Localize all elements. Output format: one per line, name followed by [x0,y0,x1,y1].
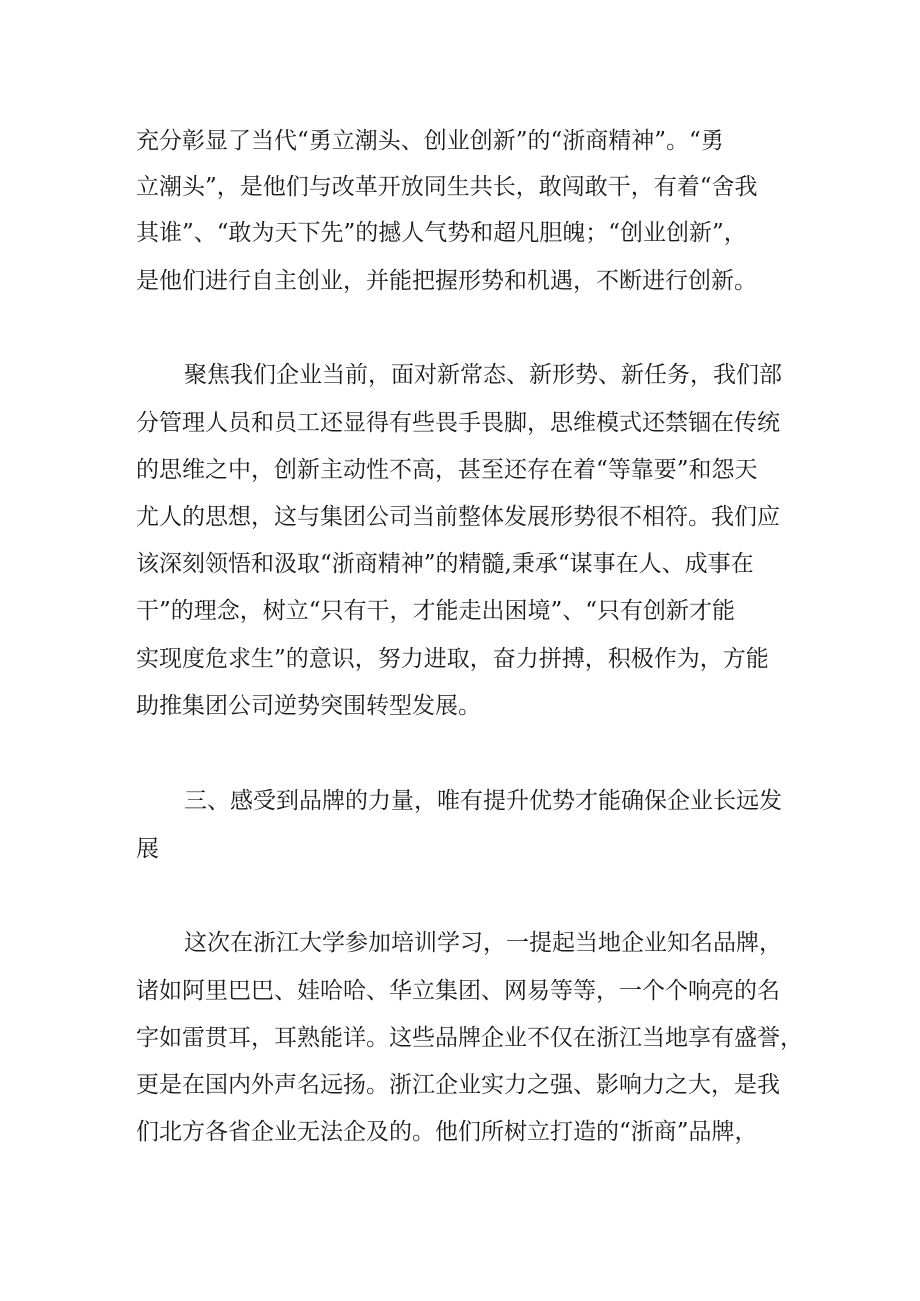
section-heading-line-1: 三、感受到品牌的力量，唯有提升优势才能确保企业长远发 [184,788,782,814]
paragraph-1-line-3: 其谁”、“敢为天下先”的撼人气势和超凡胆魄；“创业创新”， [136,220,747,246]
paragraph-3-line-4: 更是在国内外声名远扬。浙江企业实力之强、影响力之大，是我 [136,1072,780,1098]
section-heading-line-2: 展 [136,836,159,862]
paragraph-1-line-4: 是他们进行自主创业，并能把握形势和机遇，不断进行创新。 [136,268,757,294]
paragraph-2-line-7: 实现度危求生”的意识，努力进取，奋力拼搏，积极作为，方能 [136,646,769,672]
paragraph-2-line-6: 干”的理念，树立“只有干，才能走出困境”、“只有创新才能 [136,598,736,624]
paragraph-3-line-3: 字如雷贯耳，耳熟能详。这些品牌企业不仅在浙江当地享有盛誉， [136,1025,803,1051]
paragraph-2-line-3: 的思维之中，创新主动性不高，甚至还存在着“等靠要”和怨天 [136,457,758,483]
paragraph-2-line-8: 助推集团公司逆势突围转型发展。 [136,693,481,719]
paragraph-2-line-2: 分管理人员和员工还显得有些畏手畏脚，思维模式还禁锢在传统 [136,410,780,436]
paragraph-1-line-2: 立潮头”，是他们与改革开放同生共长，敢闯敢干，有着“舍我 [136,174,758,200]
paragraph-2-line-1: 聚焦我们企业当前，面对新常态、新形势、新任务，我们部 [184,362,782,388]
paragraph-3-line-1: 这次在浙江大学参加培训学习，一提起当地企业知名品牌， [184,930,782,956]
paragraph-1-line-1: 充分彰显了当代“勇立潮头、创业创新”的“浙商精神”。“勇 [136,128,724,154]
paragraph-3-line-5: 们北方各省企业无法企及的。他们所树立打造的“浙商”品牌， [136,1119,758,1145]
paragraph-2-line-5: 该深刻领悟和汲取“浙商精神”的精髓,秉承“谋事在人、成事在 [136,551,754,577]
paragraph-3-line-2: 诸如阿里巴巴、娃哈哈、华立集团、网易等等，一个个响亮的名 [136,978,780,1004]
paragraph-2-line-4: 尤人的思想，这与集团公司当前整体发展形势很不相符。我们应 [136,504,780,530]
